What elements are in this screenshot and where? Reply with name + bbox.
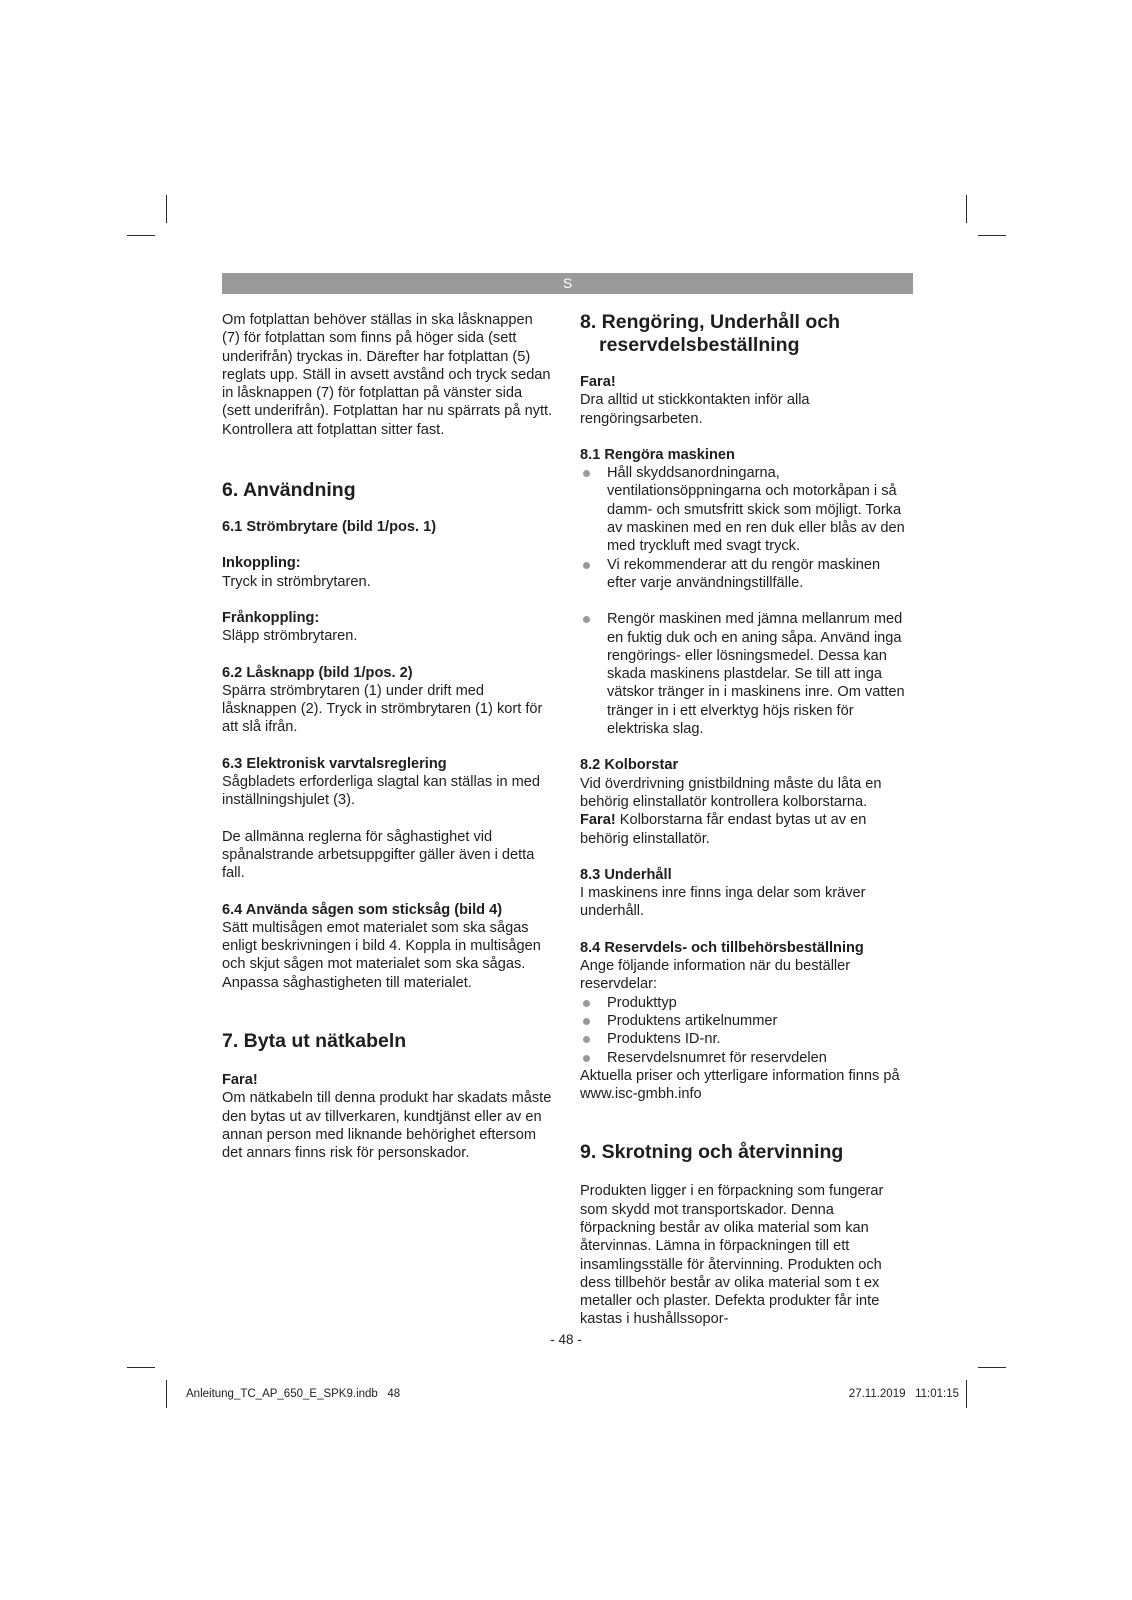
list-item: Rengör maskinen med jämna mellanrum med en fuktig duk och en aning såpa. Använd inga rengörings- eller lösningsmedel. Dessa kan skada maskinens plastdelar. Se till att inga vätskor tränger in i maskinens inre. Om vatten tränger in i ett elverktyg höjs risken för elektriska slag. (580, 610, 912, 738)
crop-mark (966, 195, 967, 223)
language-header-bar (222, 273, 913, 294)
section-9-heading: 9. Skrotning och återvinning (580, 1141, 844, 1164)
section-8-heading (580, 311, 912, 357)
section-6-heading: 6. Användning (222, 479, 356, 502)
switch-off-label: Frånkoppling: (222, 609, 320, 626)
section-6-2-heading: 6.2 Låsknapp (bild 1/pos. 2) (222, 664, 413, 681)
section-6-4-heading: 6.4 Använda sågen som sticksåg (bild 4) (222, 901, 503, 918)
section-8-4-outro: Aktuella priser och ytterligare information finns på www.isc-gmbh.info (580, 1067, 900, 1103)
page-number: - 48 - (550, 1332, 582, 1347)
section-6-2-text: Spärra strömbrytaren (1) under drift med låsknappen (2). Tryck in strömbrytaren (1) kort för att slå ifrån. (222, 682, 543, 736)
language-code: S (562, 275, 573, 291)
intro-paragraph: Om fotplattan behöver ställas in ska låsknappen (7) för fotplattan som finns på höger sida (sett underifrån) tryckas in. Därefter har fotplattan (5) reglats upp. Ställ in avsett avstånd och tryck sedan in låsknappen (7) för fotplattan på vänster sida (sett underifrån). Fotplattan har nu spärrats på nytt. Kontrollera att fotplattan sitter fast. (222, 312, 553, 438)
section-8-4-heading: 8.4 Reservdels- och tillbehörsbeställning (580, 939, 864, 956)
section-7-heading: 7. Byta ut nätkabeln (222, 1030, 407, 1053)
crop-mark (966, 1380, 967, 1408)
list-item: Håll skyddsanordningarna, ventilationsöppningarna och motorkåpan i så damm- och smutsfritt skick som möjligt. Torka av maskinen med en ren duk eller blås av den med tryckluft med svagt tryck. (580, 464, 912, 555)
file-info: Anleitung_TC_AP_650_E_SPK9.indb 48 (186, 1388, 401, 1400)
cleaning-bullet-list (580, 464, 912, 592)
section-8-heading-line-1: 8. Rengöring, Underhåll och (580, 311, 841, 333)
section-8-3-text: I maskinens inre finns inga delar som kräver underhåll. (580, 885, 866, 920)
crop-mark (978, 235, 1006, 236)
list-item: Produktens artikelnummer (580, 1012, 912, 1030)
section-8-3-heading: 8.3 Underhåll (580, 866, 672, 883)
section-9-text: Produkten ligger i en förpackning som fungerar som skydd mot transportskador. Denna förpackning består av olika material som kan återvinnas. Lämna in förpackningen till ett insamlingsställe för återvinning. Produkten och dess tillbehör består av olika material som t ex metaller och plaster. Defekta produkter får inte kastas i hushållssopor- (580, 1183, 884, 1328)
section-6-4-text: Sätt multisågen emot materialet som ska sågas enligt beskrivningen i bild 4. Koppla in multisågen och skjut sågen mot materialet som ska sågas. Anpassa såghastigheten till materialet. (222, 919, 541, 991)
section-6-3-text: Sågbladets erforderliga slagtal kan ställas in med inställningshjulet (3). (222, 774, 540, 809)
left-column (222, 311, 554, 1163)
list-item: Reservdelsnumret för reservdelen (580, 1049, 912, 1067)
spare-parts-bullet-list (580, 994, 912, 1067)
section-6-3-text-2: De allmänna reglerna för såghastighet vid spånalstrande arbetsuppgifter gäller även i detta fall. (222, 828, 535, 882)
switch-on-text: Tryck in strömbrytaren. (222, 573, 371, 590)
section-8-warning: Fara! (580, 374, 616, 390)
list-item: Vi rekommenderar att du rengör maskinen efter varje användningstillfälle. (580, 556, 912, 593)
section-8-2-warning: Fara! (580, 812, 616, 829)
crop-mark (166, 1380, 167, 1408)
section-6-3-heading: 6.3 Elektronisk varvtalsreglering (222, 755, 447, 772)
section-8-2-text: Vid överdrivning gnistbildning måste du låta en behörig elinstallatör kontrollera kolborstarna. (580, 775, 882, 810)
section-8-warning-text: Dra alltid ut stickkontakten inför alla rengöringsarbeten. (580, 392, 810, 427)
crop-mark (127, 235, 155, 236)
crop-mark (166, 195, 167, 223)
right-column (580, 311, 912, 1329)
list-item: Produkttyp (580, 994, 912, 1012)
section-8-2-warning-text: Kolborstarna får endast bytas ut av en behörig elinstallatör. (580, 812, 867, 847)
print-timestamp: 27.11.2019 11:01:15 (848, 1388, 959, 1400)
section-8-heading-line-2: reservdelsbeställning (599, 334, 800, 356)
section-8-4-intro: Ange följande information när du beställer reservdelar: (580, 958, 851, 993)
list-item: Produktens ID-nr. (580, 1030, 912, 1048)
section-8-2-heading: 8.2 Kolborstar (580, 757, 679, 774)
switch-on-label: Inkoppling: (222, 555, 301, 572)
section-8-2-warning-paragraph (580, 811, 912, 848)
section-8-1-heading: 8.1 Rengöra maskinen (580, 446, 735, 463)
crop-mark (127, 1367, 155, 1368)
crop-mark (978, 1367, 1006, 1368)
section-7-warning: Fara! (222, 1072, 258, 1089)
section-6-1-heading: 6.1 Strömbrytare (bild 1/pos. 1) (222, 519, 437, 536)
cleaning-bullet-list-2 (580, 610, 912, 738)
switch-off-text: Släpp strömbrytaren. (222, 628, 358, 645)
section-7-text: Om nätkabeln till denna produkt har skadats måste den bytas ut av tillverkaren, kundtjänst eller av en annan person med liknande behörighet eftersom det annars finns risk för personskador. (222, 1090, 552, 1162)
